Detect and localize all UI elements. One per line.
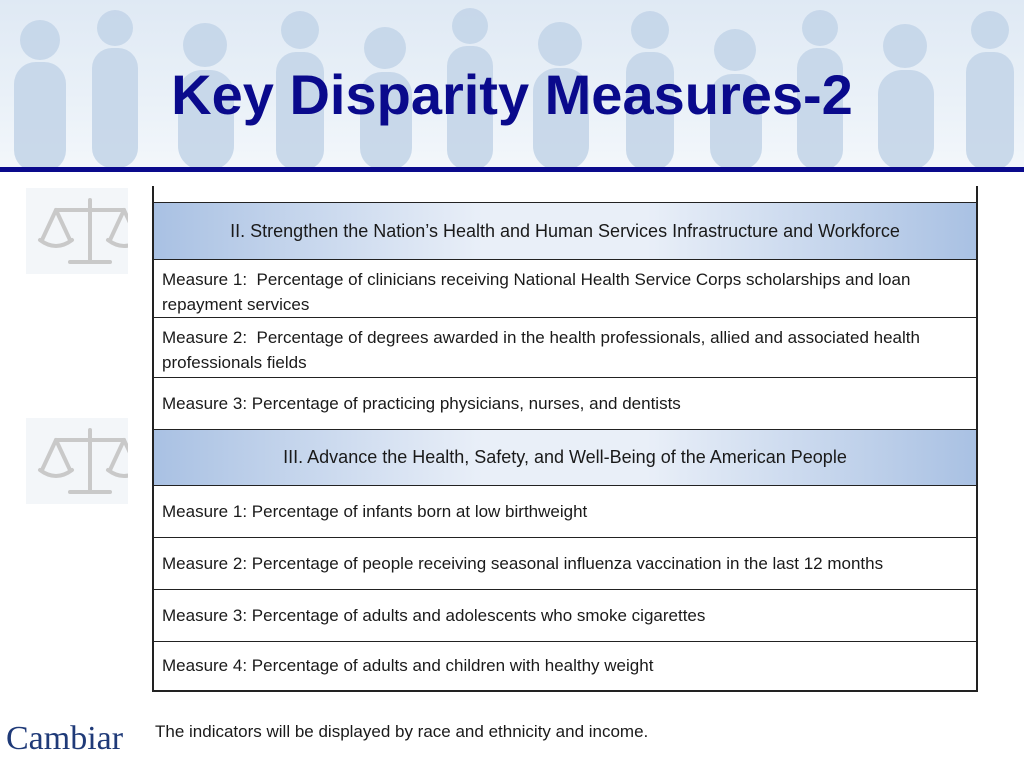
cambiar-logo <box>6 720 130 764</box>
measure-text: Percentage of adults and children with healthy weight <box>251 656 654 675</box>
section-heading: II. Strengthen the Nation’s Health and Human Services Infrastructure and Workforce <box>230 220 900 241</box>
measure-label: Measure 3: <box>162 605 248 625</box>
table-row <box>154 641 976 690</box>
measure-label: Measure 1: <box>162 501 248 521</box>
measure-text: Percentage of adults and adolescents who smoke cigarettes <box>251 605 706 625</box>
measure-label: Measure 3: <box>162 393 248 413</box>
measure-text: Percentage of practicing physicians, nurses, and dentists <box>251 393 681 413</box>
table-row <box>154 377 976 429</box>
measures-table <box>152 186 978 692</box>
table-top-spacer <box>154 186 976 202</box>
table-row <box>154 589 976 641</box>
logo-wordmark: Cambiar <box>6 720 124 757</box>
title-divider <box>0 167 1024 172</box>
measure-text: Percentage of degrees awarded in the health professionals, allied and associated health professionals fields <box>162 328 920 372</box>
slide-title: Key Disparity Measures-2 <box>171 63 853 126</box>
table-row <box>154 485 976 537</box>
measure-label: Measure 1: <box>162 270 257 289</box>
section-header-workforce <box>154 202 976 259</box>
section-heading: III. Advance the Health, Safety, and Well-Being of the American People <box>283 447 847 467</box>
measure-label: Measure 2: <box>162 328 257 347</box>
header-banner <box>0 0 1024 170</box>
measure-text: Percentage of clinicians receiving National Health Service Corps scholarships and loan repayment services <box>162 270 911 314</box>
measure-label: Measure 2: <box>162 553 248 573</box>
table-row <box>154 317 976 377</box>
table-row <box>154 537 976 589</box>
footnote: The indicators will be displayed by race and ethnicity and income. <box>155 722 649 741</box>
table-row <box>154 259 976 317</box>
measure-label: Measure 4: <box>162 656 248 675</box>
measure-text: Percentage of people receiving seasonal influenza vaccination in the last 12 months <box>251 553 884 573</box>
measure-text: Percentage of infants born at low birthweight <box>251 501 588 521</box>
section-header-health-safety <box>154 429 976 485</box>
